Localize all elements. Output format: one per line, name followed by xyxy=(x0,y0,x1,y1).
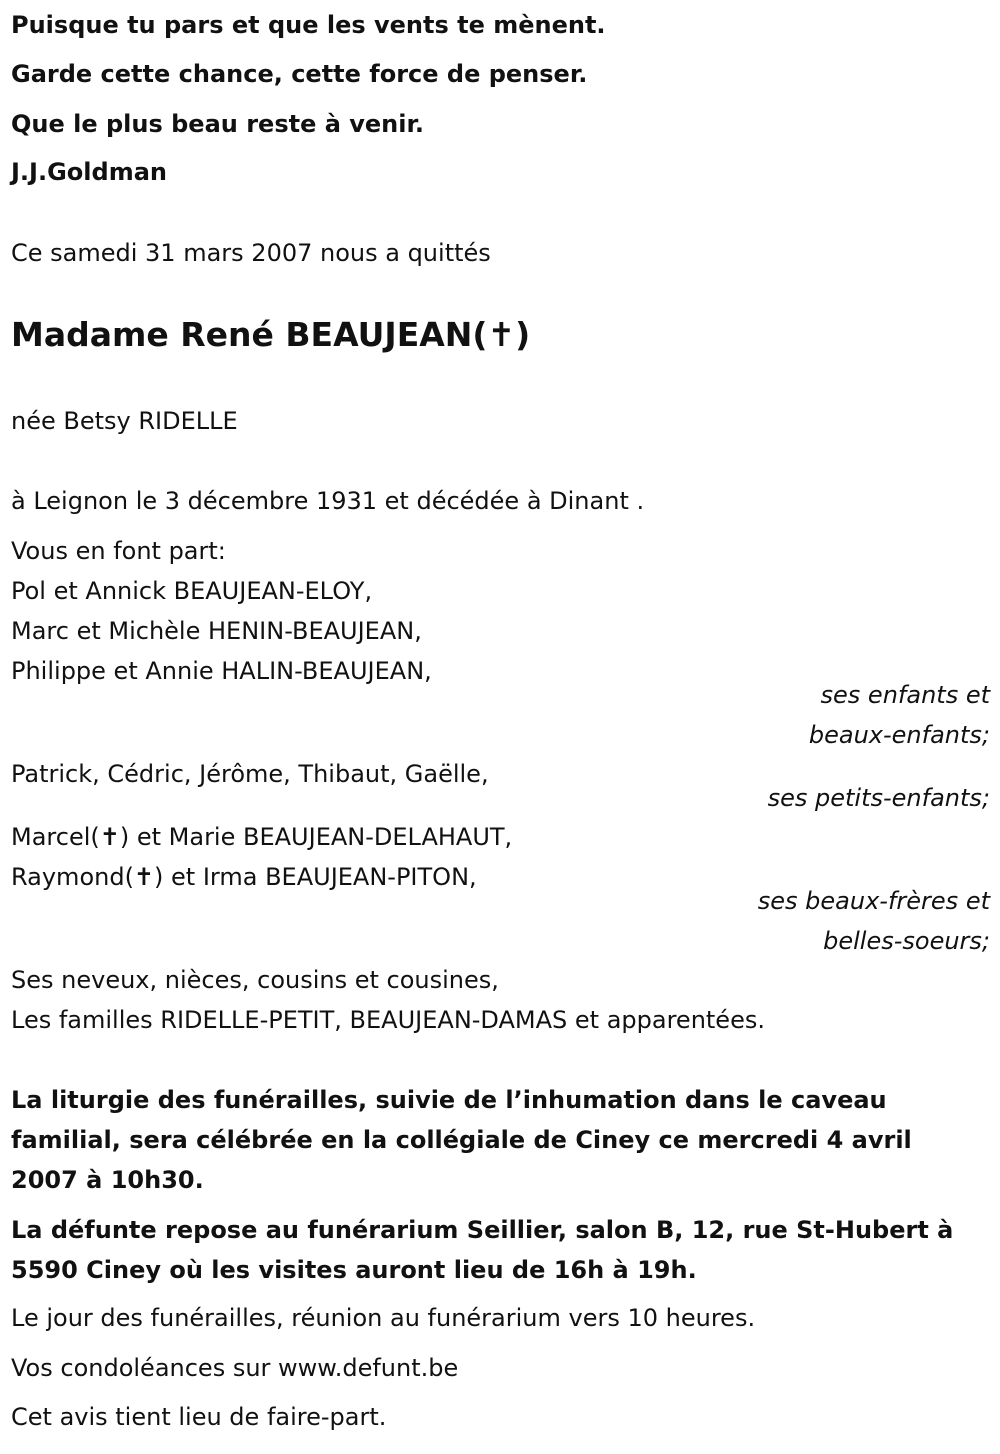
funeral-meeting: Le jour des funérailles, réunion au funérarium vers 10 heures. xyxy=(11,1304,756,1332)
child-line: Pol et Annick BEAUJEAN-ELOY, xyxy=(11,577,373,605)
families: Les familles RIDELLE-PETIT, BEAUJEAN-DAMAS et apparentées. xyxy=(11,1006,765,1034)
children-role-line-2: beaux-enfants; xyxy=(808,721,990,749)
in-laws-role-line-2: belles-soeurs; xyxy=(823,927,990,955)
condolences: Vos condoléances sur www.defunt.be xyxy=(11,1354,459,1382)
notice: Cet avis tient lieu de faire-part. xyxy=(11,1403,387,1431)
maiden-name: née Betsy RIDELLE xyxy=(11,407,238,435)
poem-line-2: Garde cette chance, cette force de penser. xyxy=(11,60,588,88)
announcement: Ce samedi 31 mars 2007 nous a quittés xyxy=(11,239,491,267)
in-law-line: Raymond(✝) et Irma BEAUJEAN-PITON, xyxy=(11,863,477,891)
poem-line-1: Puisque tu pars et que les vents te mènent. xyxy=(11,11,606,39)
relatives: Ses neveux, nièces, cousins et cousines, xyxy=(11,966,499,994)
grandchildren-role: ses petits-enfants; xyxy=(767,784,990,812)
birth-death: à Leignon le 3 décembre 1931 et décédée à Dinant . xyxy=(11,487,645,515)
funeral-rest-place: La défunte repose au funérarium Seillier, salon B, 12, rue St-Hubert à 5590 Ciney où les visites auront lieu de 16h à 19h. xyxy=(11,1216,954,1284)
family-intro: Vous en font part: xyxy=(11,537,226,565)
poem-line-3: Que le plus beau reste à venir. xyxy=(11,110,425,138)
funeral-liturgy: La liturgie des funérailles, suivie de l’inhumation dans le caveau familial, sera célébrée en la collégiale de Ciney ce mercredi 4 avril 2007 à 10h30. xyxy=(11,1086,912,1194)
child-line: Philippe et Annie HALIN-BEAUJEAN, xyxy=(11,657,432,685)
poem-author: J.J.Goldman xyxy=(11,158,167,186)
child-line: Marc et Michèle HENIN-BEAUJEAN, xyxy=(11,617,422,645)
grandchildren: Patrick, Cédric, Jérôme, Thibaut, Gaëlle, xyxy=(11,760,489,788)
children-role-line-1: ses enfants et xyxy=(820,681,990,709)
in-law-line: Marcel(✝) et Marie BEAUJEAN-DELAHAUT, xyxy=(11,823,513,851)
deceased-name: Madame René BEAUJEAN(✝) xyxy=(11,315,531,354)
in-laws-role-line-1: ses beaux-frères et xyxy=(757,887,990,915)
